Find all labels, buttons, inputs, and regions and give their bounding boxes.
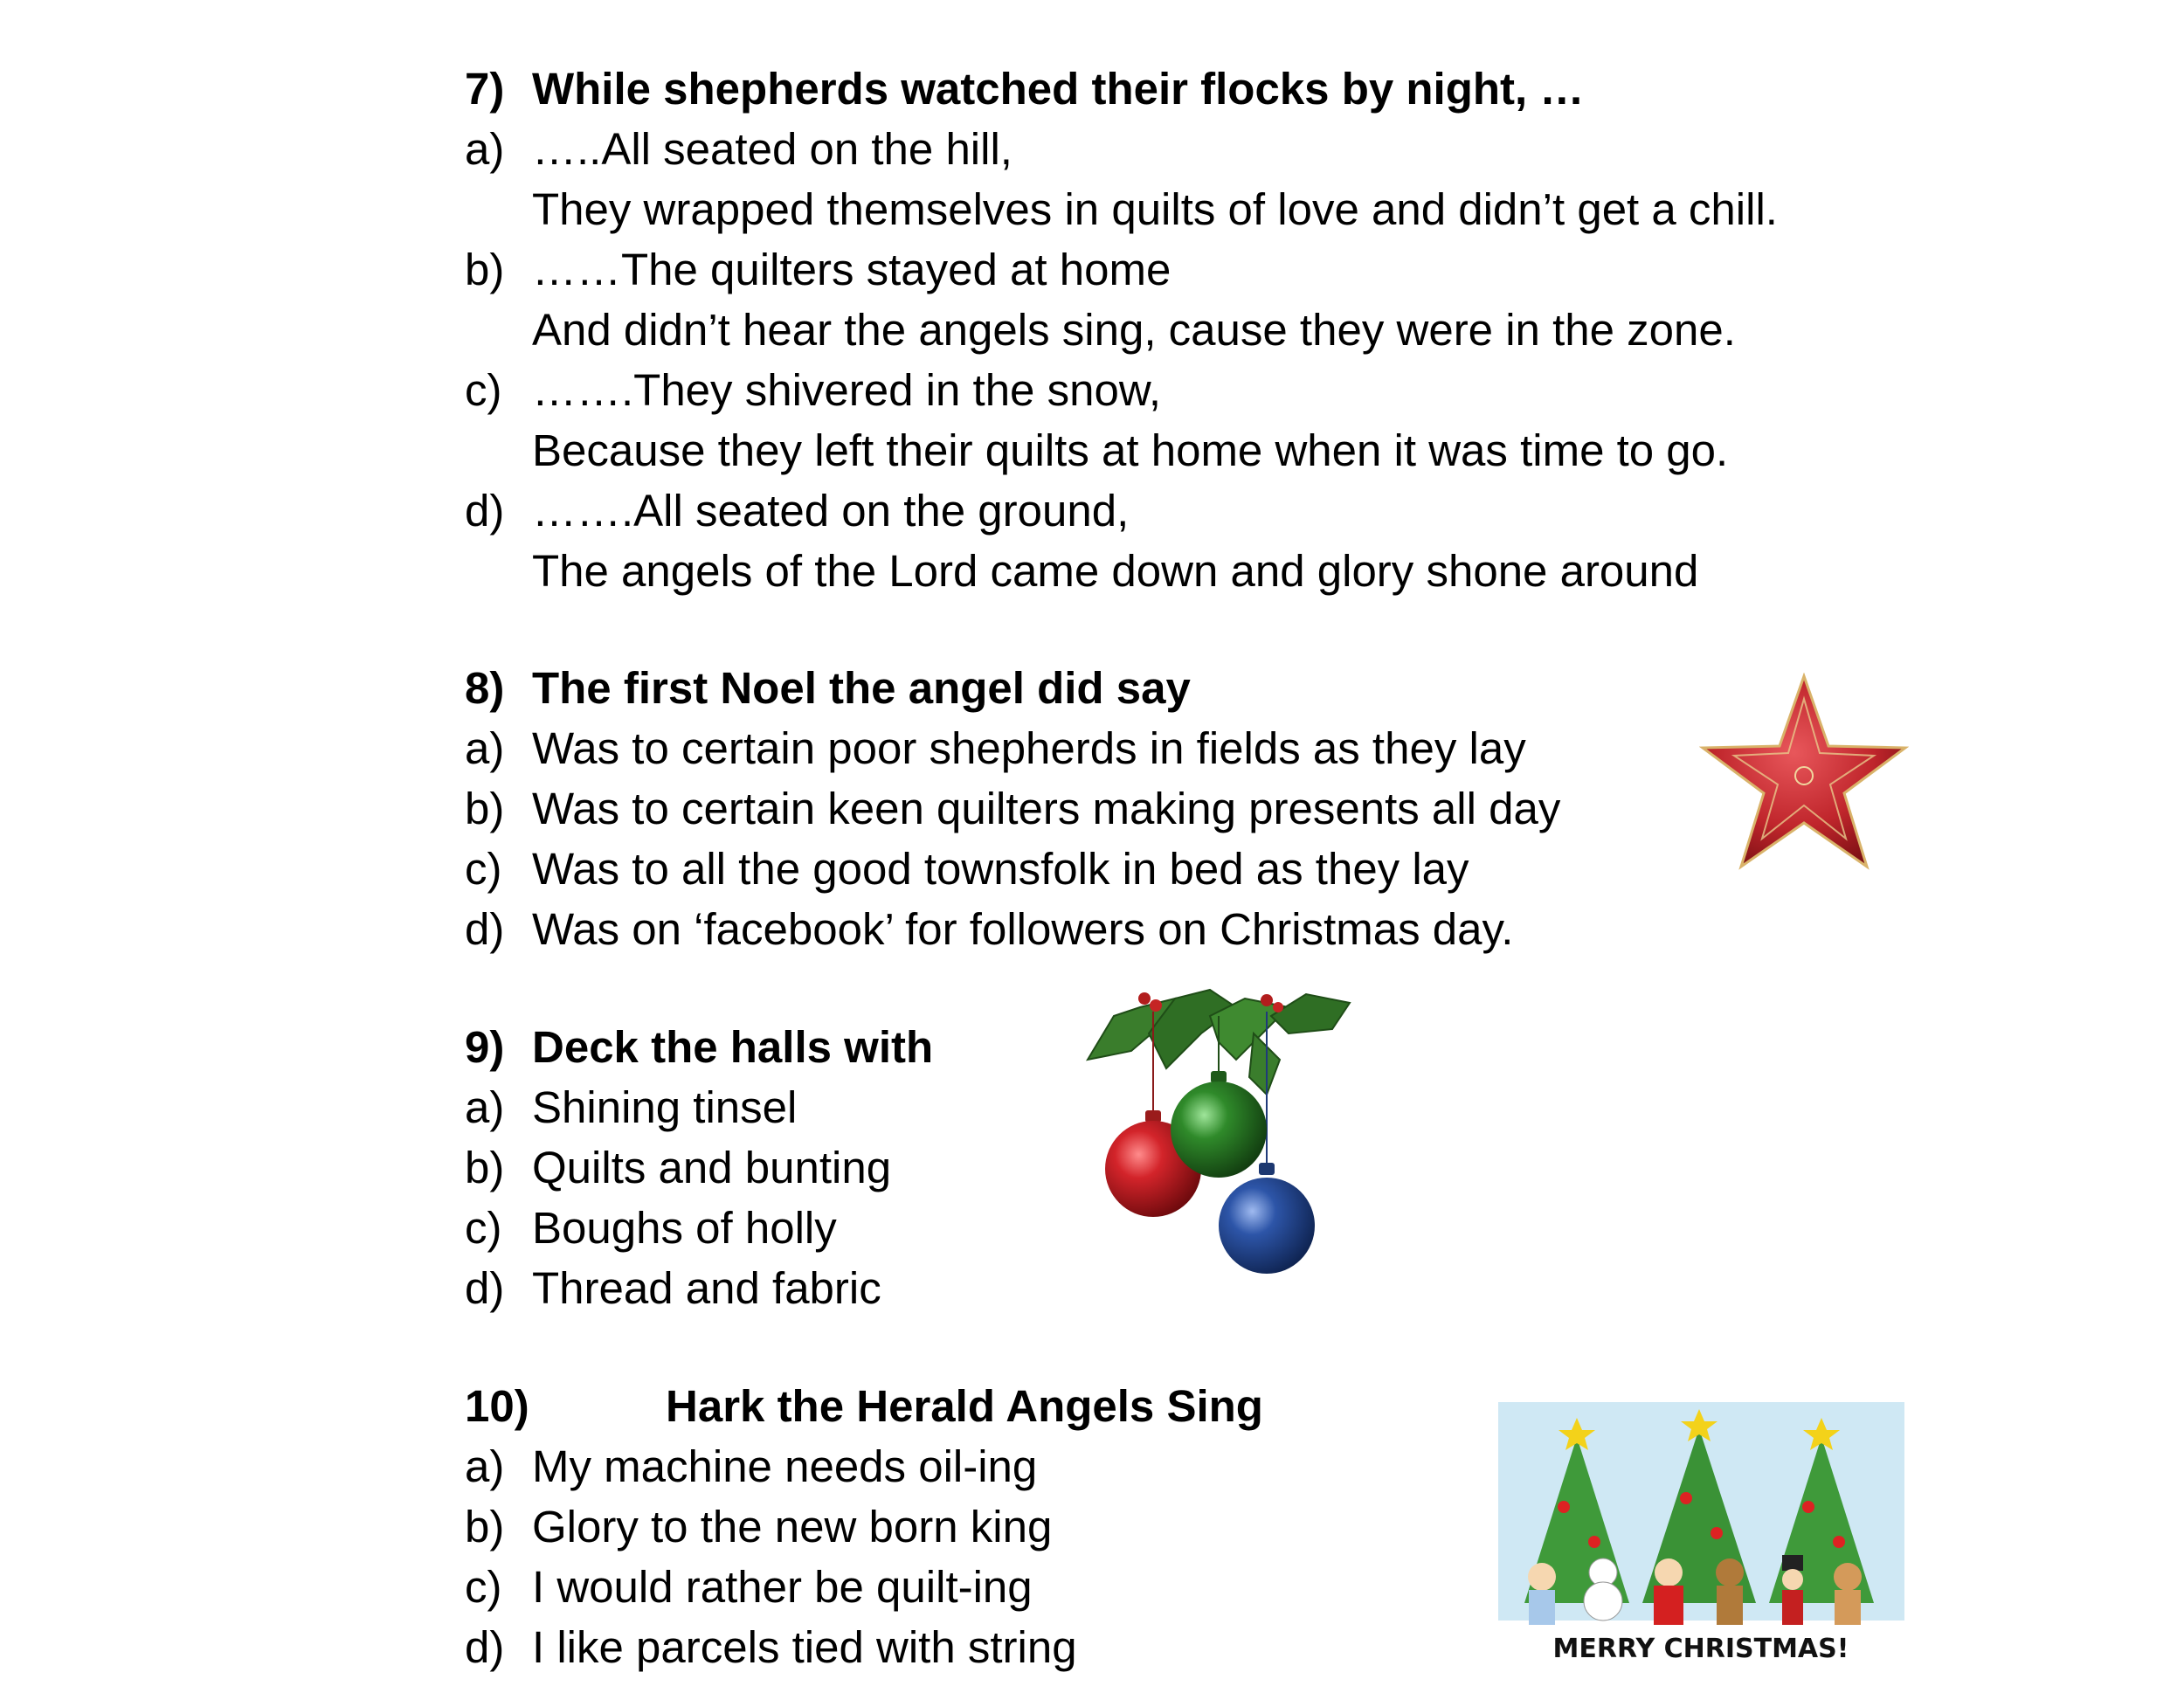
question-title: Hark the Herald Angels Sing [666, 1381, 1263, 1431]
option-text: ……The quilters stayed at home [532, 245, 1171, 294]
option-text: I would rather be quilt-ing [532, 1562, 1033, 1612]
option-text: They wrapped themselves in quilts of love and didn’t get a chill. [532, 184, 1778, 234]
option-label: c) [465, 365, 502, 415]
option-text: Was on ‘facebook’ for followers on Christmas day. [532, 904, 1514, 954]
option-label: b) [465, 784, 505, 833]
option-label: a) [465, 723, 505, 773]
question-number: 9) [465, 1022, 505, 1072]
merry-christmas-card-icon [1498, 1402, 1904, 1669]
option-text: The angels of the Lord came down and glory shone around [532, 546, 1699, 596]
holly-baubles-icon [1079, 981, 1367, 1296]
option-text: Quilts and bunting [532, 1143, 892, 1192]
option-label: c) [465, 844, 502, 894]
option-label: d) [465, 1263, 505, 1313]
option-text: Was to certain poor shepherds in fields as they lay [532, 723, 1526, 773]
option-label: c) [465, 1203, 502, 1253]
option-label: a) [465, 1082, 505, 1132]
option-label: b) [465, 1502, 505, 1551]
option-label: b) [465, 245, 505, 294]
option-text: And didn’t hear the angels sing, cause they were in the zone. [532, 305, 1736, 355]
option-text: Was to certain keen quilters making presents all day [532, 784, 1561, 833]
option-label: b) [465, 1143, 505, 1192]
question-title: While shepherds watched their flocks by night, … [532, 64, 1585, 114]
question-title: The first Noel the angel did say [532, 663, 1191, 713]
question-number: 8) [465, 663, 505, 713]
option-text: Boughs of holly [532, 1203, 837, 1253]
option-text: I like parcels tied with string [532, 1622, 1077, 1672]
option-text: Shining tinsel [532, 1082, 798, 1132]
question-number: 7) [465, 64, 505, 114]
option-text: …..All seated on the hill, [532, 124, 1013, 174]
option-text: …….All seated on the ground, [532, 486, 1130, 536]
option-label: c) [465, 1562, 502, 1612]
question-number: 10) [465, 1381, 529, 1431]
option-label: a) [465, 124, 505, 174]
question-title: Deck the halls with [532, 1022, 934, 1072]
star-ornament-icon [1699, 673, 1909, 874]
option-text: Was to all the good townsfolk in bed as they lay [532, 844, 1469, 894]
option-text: Glory to the new born king [532, 1502, 1053, 1551]
option-label: d) [465, 486, 505, 536]
option-text: Thread and fabric [532, 1263, 881, 1313]
option-label: a) [465, 1441, 505, 1491]
option-text: …….They shivered in the snow, [532, 365, 1162, 415]
option-text: Because they left their quilts at home when it was time to go. [532, 425, 1729, 475]
svg-text:MERRY CHRISTMAS!: MERRY CHRISTMAS! [1552, 1634, 1849, 1664]
option-text: My machine needs oil-ing [532, 1441, 1038, 1491]
option-label: d) [465, 904, 505, 954]
option-label: d) [465, 1622, 505, 1672]
